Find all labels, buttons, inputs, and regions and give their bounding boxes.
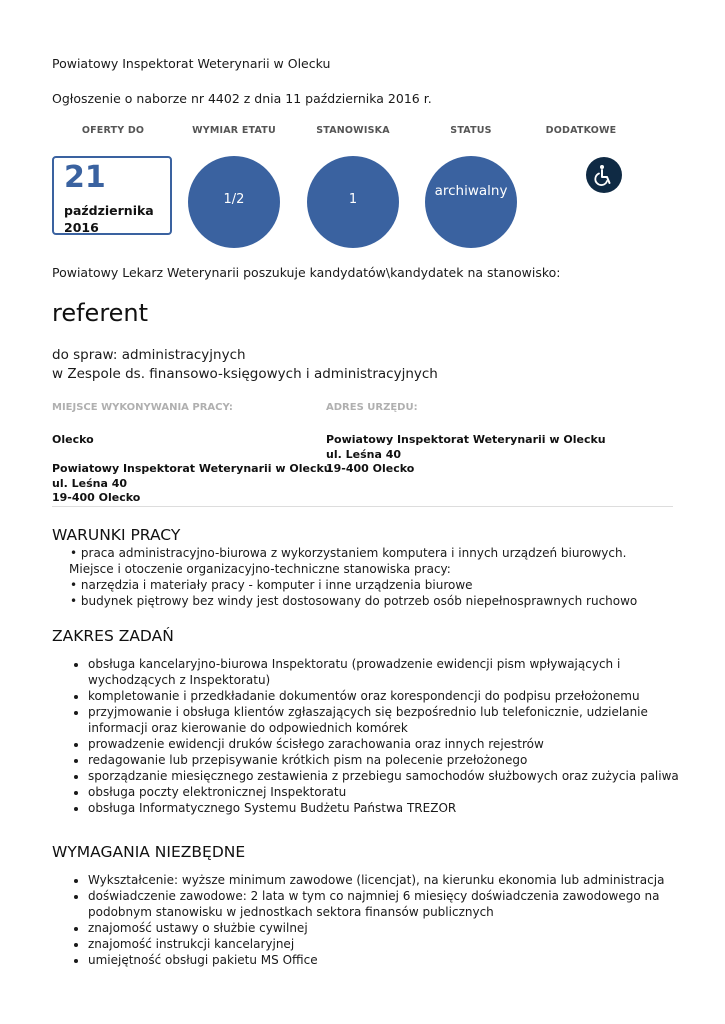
office-address-line: ul. Leśna 40 <box>326 447 402 461</box>
deadline-date-box <box>52 156 172 235</box>
warunki-list <box>70 545 637 609</box>
position-title: referent <box>52 299 149 327</box>
stanowiska-circle <box>307 156 399 248</box>
header-dodatkowe: DODATKOWE <box>545 125 617 136</box>
workplace-label: MIEJSCE WYKONYWANIA PRACY: <box>52 402 233 413</box>
wymagania-heading: WYMAGANIA NIEZBĘDNE <box>52 843 246 861</box>
list-item: • sporządzanie miesięcznego zestawienia z przebiegu samochodów służbowych oraz zużycia paliwa <box>88 768 698 784</box>
office-address-line: 19-400 Olecko <box>326 462 415 475</box>
workplace-address <box>52 462 332 506</box>
header-oferty-do: OFERTY DO <box>81 125 145 136</box>
header-status: STATUS <box>450 125 492 136</box>
warunki-line: • narzędzia i materiały pracy - komputer i inne urządzenia biurowe <box>70 578 473 592</box>
position-dept: do spraw: administracyjnych <box>52 347 246 363</box>
office-address-line: Powiatowy Inspektorat Weterynarii w Olecku <box>326 433 606 446</box>
deadline-month-year: października 2016 <box>64 203 154 235</box>
zakres-list <box>52 656 698 816</box>
intro-text: Powiatowy Lekarz Weterynarii poszukuje kandydatów\kandydatek na stanowisko: <box>52 265 561 280</box>
etat-circle <box>188 156 280 248</box>
list-item: • obsługa poczty elektronicznej Inspektoratu <box>88 784 698 800</box>
wymagania-list <box>52 872 698 968</box>
status-circle <box>425 156 517 248</box>
deadline-day: 21 <box>64 160 106 195</box>
header-stanowiska: STANOWISKA <box>316 125 390 136</box>
workplace-city: Olecko <box>52 433 94 446</box>
list-item: • obsługa Informatycznego Systemu Budżetu Państwa TREZOR <box>88 800 698 816</box>
wheelchair-icon <box>586 157 622 193</box>
section-divider <box>52 506 673 507</box>
office-address <box>326 433 606 477</box>
announcement-title: Ogłoszenie o naborze nr 4402 z dnia 11 października 2016 r. <box>52 91 432 106</box>
workplace-line: ul. Leśna 40 <box>52 476 128 490</box>
zakres-heading: ZAKRES ZADAŃ <box>52 627 174 645</box>
list-item: • przyjmowanie i obsługa klientów zgłaszających się bezpośrednio lub telefonicznie, udzielanie informacji oraz kierowanie do odpowiednich komórek <box>88 704 698 736</box>
list-item: • znajomość instrukcji kancelaryjnej <box>88 936 698 952</box>
etat-value: 1/2 <box>223 192 245 207</box>
status-value: archiwalny <box>434 183 508 199</box>
list-item: • prowadzenie ewidencji druków ścisłego zarachowania oraz innych rejestrów <box>88 736 698 752</box>
position-team: w Zespole ds. finansowo-księgowych i administracyjnych <box>52 366 438 382</box>
workplace-line: 19-400 Olecko <box>52 491 141 504</box>
stanowiska-value: 1 <box>348 192 358 207</box>
list-item: • doświadczenie zawodowe: 2 lata w tym co najmniej 6 miesięcy doświadczenia zawodowego na podobnym stanowisku w jednostkach sektora finansów publicznych <box>88 888 698 920</box>
list-item: • znajomość ustawy o służbie cywilnej <box>88 920 698 936</box>
warunki-heading: WARUNKI PRACY <box>52 526 181 544</box>
office-address-label: ADRES URZĘDU: <box>326 402 418 413</box>
warunki-line: Miejsce i otoczenie organizacyjno-techniczne stanowiska pracy: <box>69 562 451 576</box>
warunki-line: • praca administracyjno-biurowa z wykorzystaniem komputera i innych urządzeń biurowych. <box>70 546 627 560</box>
workplace-line: Powiatowy Inspektorat Weterynarii w Olecku <box>52 462 332 475</box>
office-name: Powiatowy Inspektorat Weterynarii w Olecku <box>52 56 331 71</box>
list-item: • Wykształcenie: wyższe minimum zawodowe (licencjat), na kierunku ekonomia lub administracja <box>88 872 698 888</box>
list-item: • redagowanie lub przepisywanie krótkich pism na polecenie przełożonego <box>88 752 698 768</box>
list-item: • kompletowanie i przedkładanie dokumentów oraz korespondencji do podpisu przełożonemu <box>88 688 698 704</box>
header-wymiar-etatu: WYMIAR ETATU <box>192 125 276 136</box>
list-item: • umiejętność obsługi pakietu MS Office <box>88 952 698 968</box>
list-item: • obsługa kancelaryjno-biurowa Inspektoratu (prowadzenie ewidencji pism wpływających i wychodzących z Inspektoratu) <box>88 656 698 688</box>
warunki-line: • budynek piętrowy bez windy jest dostosowany do potrzeb osób niepełnosprawnych ruchowo <box>70 594 638 608</box>
